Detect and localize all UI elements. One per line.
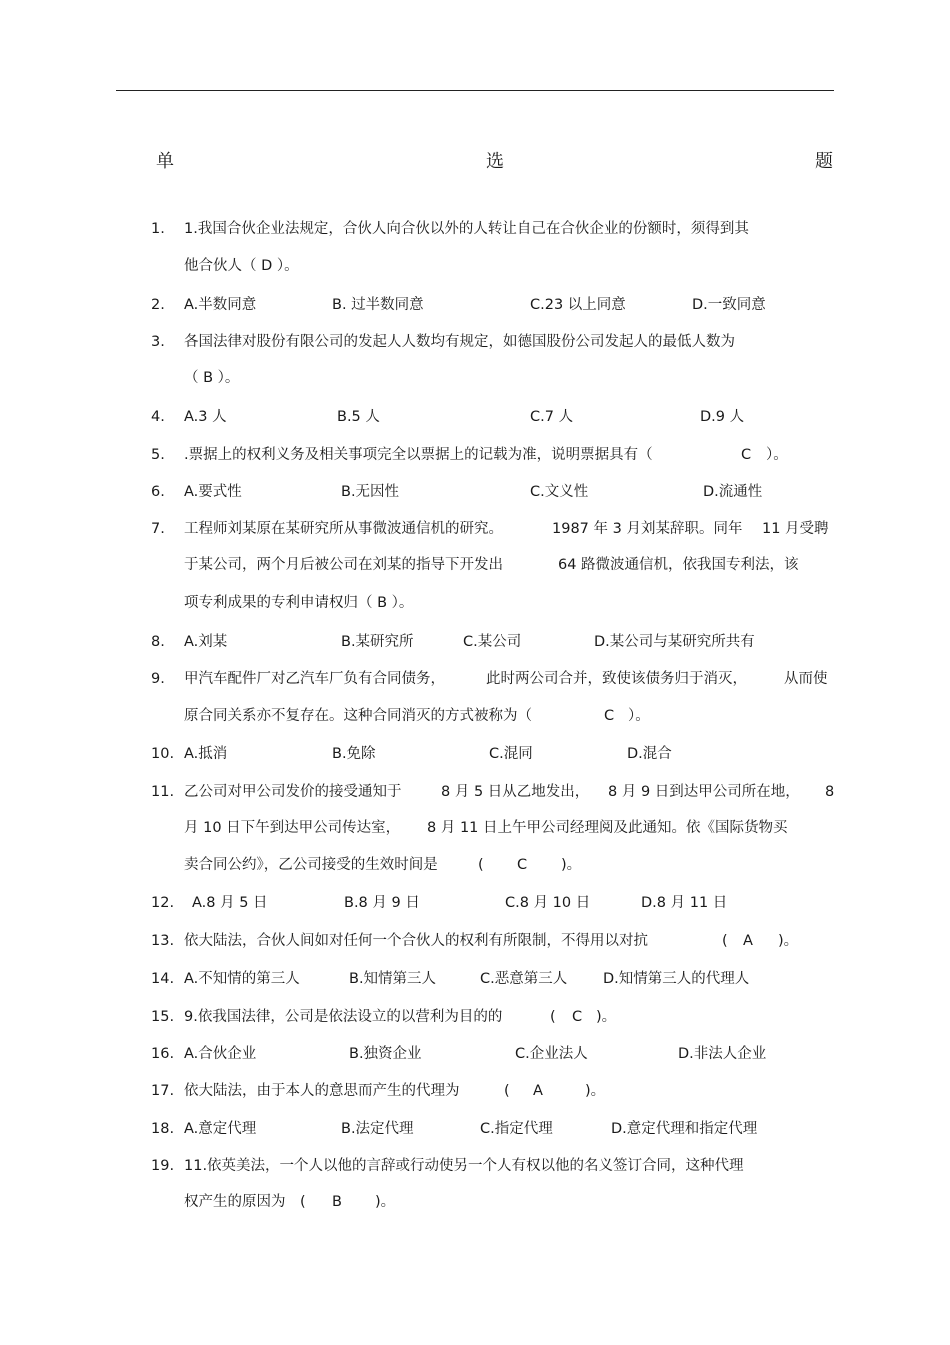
option-c: C.混同 xyxy=(489,746,533,762)
option-a: A.8 月 5 日 xyxy=(192,895,268,911)
option-c: C.某公司 xyxy=(463,634,522,650)
answer: C xyxy=(572,1009,583,1025)
question-text: 8 月 5 日从乙地发出， xyxy=(441,784,590,800)
option-a: A.不知情的第三人 xyxy=(184,971,300,987)
answer-close: )。 xyxy=(596,1009,617,1025)
option-c: C.7 人 xyxy=(530,409,574,425)
question-text: 8 月 11 日上午甲公司经理阅及此通知。依《国际货物买 xyxy=(427,820,788,836)
question-text: 各国法律对股份有限公司的发起人人数均有规定，如德国股份公司发起人的最低人数为 xyxy=(184,334,735,350)
item-number: 13. xyxy=(151,933,175,949)
answer-close: ）。 xyxy=(766,447,788,463)
option-d: D.意定代理和指定代理 xyxy=(611,1121,758,1137)
option-d: D.某公司与某研究所共有 xyxy=(594,634,755,650)
question-text: 从而使 xyxy=(784,671,828,687)
answer-open: ( xyxy=(300,1194,306,1210)
option-b: B.某研究所 xyxy=(341,634,414,650)
header-rule xyxy=(116,90,834,91)
question-text: 于某公司，两个月后被公司在刘某的指导下开发出 xyxy=(184,557,503,573)
option-d: D.一致同意 xyxy=(692,297,766,313)
option-c: C.指定代理 xyxy=(480,1121,553,1137)
option-a: A.刘某 xyxy=(184,634,228,650)
item-number: 4. xyxy=(151,409,165,425)
option-b: B.5 人 xyxy=(337,409,380,425)
item-number: 3. xyxy=(151,334,165,350)
answer: B xyxy=(332,1194,342,1210)
item-number: 12. xyxy=(151,895,175,911)
answer: C xyxy=(741,447,752,463)
question-text: （ B ）。 xyxy=(184,370,240,386)
question-text: 卖合同公约》，乙公司接受的生效时间是 xyxy=(184,857,438,873)
item-number: 6. xyxy=(151,484,165,500)
question-text: 依大陆法，由于本人的意思而产生的代理为 xyxy=(184,1083,460,1099)
answer-close: )。 xyxy=(585,1083,606,1099)
option-b: B.知情第三人 xyxy=(349,971,437,987)
item-number: 8. xyxy=(151,634,165,650)
option-b: B.法定代理 xyxy=(341,1121,414,1137)
question-text: 9.依我国法律，公司是依法设立的以营利为目的的 xyxy=(184,1009,503,1025)
item-number: 16. xyxy=(151,1046,175,1062)
item-number: 17. xyxy=(151,1083,175,1099)
option-a: A.3 人 xyxy=(184,409,227,425)
option-a: A.抵消 xyxy=(184,746,228,762)
item-number: 5. xyxy=(151,447,165,463)
question-text: .票据上的权利义务及相关事项完全以票据上的记载为准，说明票据具有（ xyxy=(184,447,653,463)
question-text: 项专利成果的专利申请权归（ B ）。 xyxy=(184,595,414,611)
item-number: 2. xyxy=(151,297,165,313)
option-b: B.8 月 9 日 xyxy=(344,895,420,911)
answer-close: )。 xyxy=(778,933,799,949)
item-number: 1. xyxy=(151,221,165,237)
heading-char-2: 选 xyxy=(486,151,504,172)
item-number: 19. xyxy=(151,1158,175,1174)
option-b: B. 过半数同意 xyxy=(332,297,424,313)
item-number: 11. xyxy=(151,784,175,800)
option-a: A.半数同意 xyxy=(184,297,257,313)
option-d: D.混合 xyxy=(627,746,672,762)
question-text: 原合同关系亦不复存在。这种合同消灭的方式被称为（ xyxy=(184,708,532,724)
option-b: B.独资企业 xyxy=(349,1046,422,1062)
answer: C xyxy=(517,857,528,873)
item-number: 10. xyxy=(151,746,175,762)
option-a: A.意定代理 xyxy=(184,1121,257,1137)
question-text: 8 月 9 日到达甲公司所在地， xyxy=(608,784,800,800)
question-text: 64 路微波通信机，依我国专利法，该 xyxy=(558,557,799,573)
answer-open: ( xyxy=(722,933,728,949)
question-text: 1987 年 3 月刘某辞职。同年 xyxy=(552,521,743,537)
option-c: C.23 以上同意 xyxy=(530,297,626,313)
item-number: 18. xyxy=(151,1121,175,1137)
question-text: 11.依英美法，一个人以他的言辞或行动使另一个人有权以他的名义签订合同，这种代理 xyxy=(184,1158,744,1174)
option-d: D.知情第三人的代理人 xyxy=(603,971,750,987)
item-number: 9. xyxy=(151,671,165,687)
option-a: A.合伙企业 xyxy=(184,1046,257,1062)
answer-close: )。 xyxy=(375,1194,396,1210)
item-number: 15. xyxy=(151,1009,175,1025)
option-d: D.9 人 xyxy=(700,409,745,425)
question-text: 他合伙人（ D ）。 xyxy=(184,258,299,274)
question-text: 11 月受聘 xyxy=(762,521,829,537)
question-text: 甲汽车配件厂对乙汽车厂负有合同债务， xyxy=(184,671,445,687)
answer-close: )。 xyxy=(561,857,582,873)
question-text: 工程师刘某原在某研究所从事微波通信机的研究。 xyxy=(184,521,503,537)
question-text: 此时两公司合并，致使该债务归于消灭， xyxy=(486,671,747,687)
question-text: 权产生的原因为 xyxy=(184,1194,286,1210)
answer-open: ( xyxy=(478,857,484,873)
question-text: 8 xyxy=(825,784,835,800)
heading-char-3: 题 xyxy=(815,151,833,172)
option-c: C.文义性 xyxy=(530,484,589,500)
answer: C xyxy=(604,708,615,724)
answer: A xyxy=(533,1083,543,1099)
answer-open: ( xyxy=(504,1083,510,1099)
option-a: A.要式性 xyxy=(184,484,242,500)
item-number: 14. xyxy=(151,971,175,987)
option-d: D.流通性 xyxy=(703,484,763,500)
option-c: C.8 月 10 日 xyxy=(505,895,591,911)
answer: A xyxy=(743,933,753,949)
question-text: 1.我国合伙企业法规定，合伙人向合伙以外的人转让自己在合伙企业的份额时，须得到其 xyxy=(184,221,749,237)
question-text: 依大陆法，合伙人间如对任何一个合伙人的权利有所限制，不得用以对抗 xyxy=(184,933,648,949)
option-d: D.8 月 11 日 xyxy=(641,895,728,911)
answer-close: ）。 xyxy=(628,708,650,724)
option-b: B.无因性 xyxy=(341,484,400,500)
option-d: D.非法人企业 xyxy=(678,1046,767,1062)
item-number: 7. xyxy=(151,521,165,537)
option-c: C.恶意第三人 xyxy=(480,971,568,987)
heading-char-1: 单 xyxy=(156,151,174,172)
option-c: C.企业法人 xyxy=(515,1046,588,1062)
answer-open: ( xyxy=(550,1009,556,1025)
question-text: 乙公司对甲公司发价的接受通知于 xyxy=(184,784,402,800)
question-text: 月 10 日下午到达甲公司传达室， xyxy=(184,820,401,836)
option-b: B.免除 xyxy=(332,746,376,762)
